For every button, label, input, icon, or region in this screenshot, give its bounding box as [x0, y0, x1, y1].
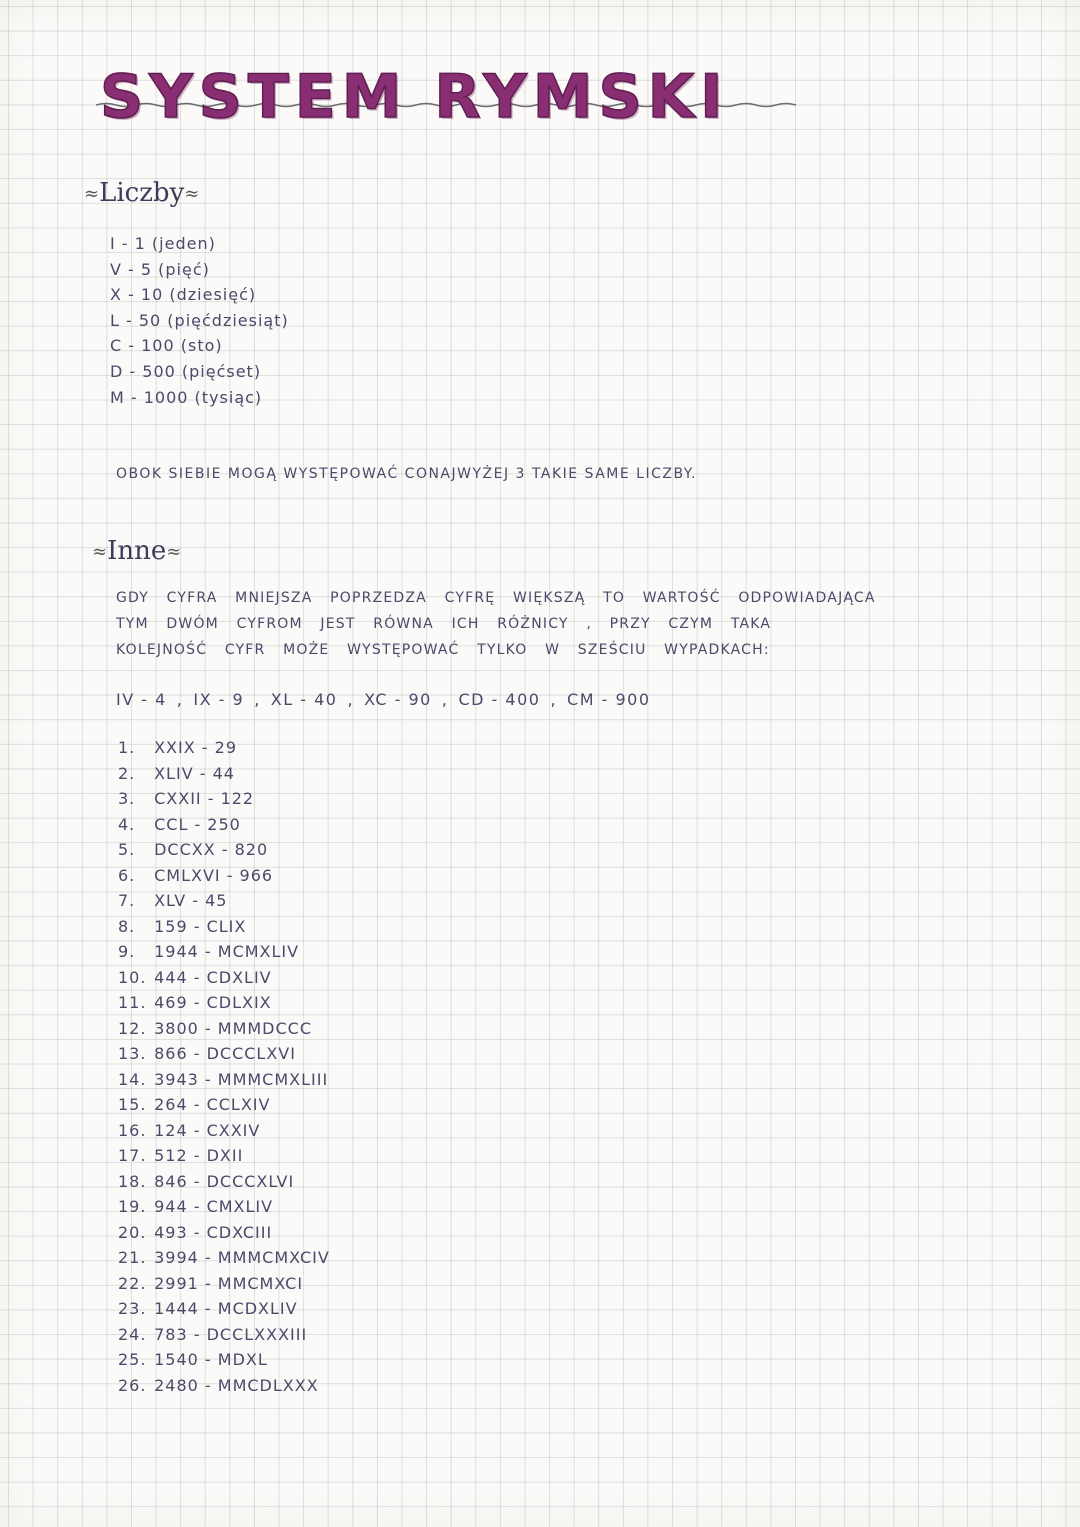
- subtraction-rule-paragraph: [116, 590, 916, 668]
- list-item: 24. 783 - DCCLXXXIII: [118, 1324, 308, 1344]
- list-item: 10. 444 - CDXLIV: [118, 967, 272, 987]
- list-item: D - 500 (pięćset): [110, 361, 262, 381]
- example-item: CM - 900: [567, 690, 651, 709]
- list-item: 11. 469 - CDLXIX: [118, 993, 272, 1012]
- list-item: 2. XLIV - 44: [118, 763, 235, 783]
- list-item: 25. 1540 - MDXL: [118, 1350, 268, 1369]
- paragraph-line: KOLEJNOŚĆ CYFR MOŻE WYSTĘPOWAĆ TYLKO W SZEŚCIU WYPADKACH:: [116, 642, 770, 658]
- list-item: 3. CXXII - 122: [118, 789, 255, 808]
- list-item: 18. 846 - DCCCXLVI: [118, 1171, 295, 1191]
- list-item: 22. 2991 - MMCMXCI: [118, 1273, 304, 1293]
- roman-numerals-list: [110, 234, 289, 413]
- list-item: 23. 1444 - MCDXLIV: [118, 1299, 298, 1318]
- list-item: 20. 493 - CDXCIII: [118, 1222, 273, 1242]
- section-heading-numbers: ≈Liczby≈: [84, 178, 200, 208]
- page-title: SYSTEM RYMSKI: [100, 62, 729, 132]
- list-item: 7. XLV - 45: [118, 891, 228, 910]
- list-item: C - 100 (sto): [110, 336, 223, 356]
- list-item: 5. DCCXX - 820: [118, 840, 269, 859]
- repetition-rule: OBOK SIEBIE MOGĄ WYSTĘPOWAĆ CONAJWYŻEJ 3 TAKIE SAME LICZBY.: [116, 466, 697, 482]
- example-item: IX - 9: [193, 690, 245, 709]
- list-item: 17. 512 - DXII: [118, 1146, 244, 1165]
- squiggle-icon: ≈: [184, 183, 200, 205]
- list-item: V - 5 (pięć): [110, 259, 210, 279]
- list-item: M - 1000 (tysiąc): [110, 387, 263, 407]
- list-item: 21. 3994 - MMMCMXCIV: [118, 1248, 330, 1267]
- list-item: 12. 3800 - MMMDCCC: [118, 1018, 313, 1038]
- list-item: 15. 264 - CCLXIV: [118, 1095, 271, 1114]
- squiggle-icon: ≈: [84, 183, 100, 205]
- list-item: 6. CMLXVI - 966: [118, 865, 274, 885]
- list-item: X - 10 (dziesięć): [110, 285, 257, 305]
- list-item: 1. XXIX - 29: [118, 738, 237, 757]
- squiggle-icon: ≈: [166, 541, 182, 563]
- squiggle-icon: ≈: [92, 541, 108, 563]
- list-item: 13. 866 - DCCCLXVI: [118, 1044, 296, 1063]
- list-item: 14. 3943 - MMMCMXLIII: [118, 1069, 329, 1089]
- subtraction-examples: IV - 4 , IX - 9 , XL - 40 , XC - 90 , CD - 400 , CM - 900: [116, 690, 651, 709]
- list-item: 9. 1944 - MCMXLIV: [118, 942, 300, 961]
- list-item: 8. 159 - CLIX: [118, 916, 247, 936]
- list-item: 4. CCL - 250: [118, 814, 241, 834]
- list-item: 16. 124 - CXXIV: [118, 1120, 261, 1140]
- list-item: I - 1 (jeden): [110, 234, 216, 253]
- list-item: 19. 944 - CMXLIV: [118, 1197, 274, 1216]
- section-heading-other: ≈Inne≈: [92, 536, 182, 566]
- paragraph-line: GDY CYFRA MNIEJSZA POPRZEDZA CYFRĘ WIĘKSZĄ TO WARTOŚĆ ODPOWIADAJĄCA: [116, 590, 876, 606]
- list-item: 26. 2480 - MMCDLXXX: [118, 1375, 319, 1395]
- exercise-list: [118, 738, 330, 1401]
- paragraph-line: TYM DWÓM CYFROM JEST RÓWNA ICH RÓŻNICY , PRZY CZYM TAKA: [116, 616, 772, 632]
- list-item: L - 50 (pięćdziesiąt): [110, 310, 289, 330]
- example-item: IV - 4: [116, 690, 167, 709]
- example-item: XL - 40: [270, 690, 338, 709]
- example-item: CD - 400: [458, 690, 541, 709]
- example-item: XC - 90: [364, 690, 432, 709]
